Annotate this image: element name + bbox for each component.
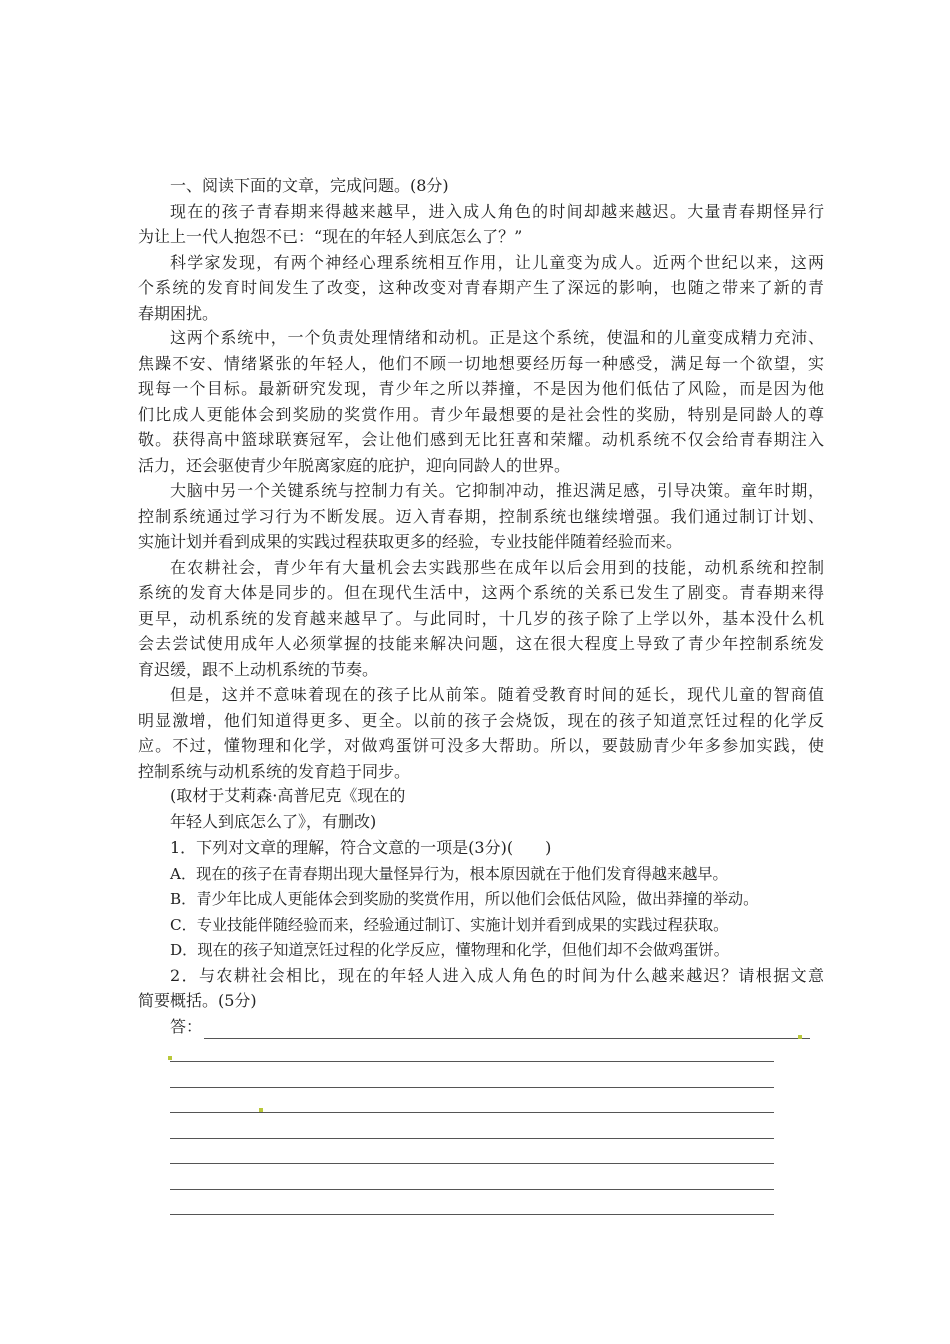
scan-speck bbox=[798, 1035, 802, 1039]
question-1-option-d: D．现在的孩子知道烹饪过程的化学反应，懂物理和化学，但他们却不会做鸡蛋饼。 bbox=[170, 941, 729, 959]
passage-line: 焦躁不安、情绪紧张的年轻人，他们不顾一切地想要经历每一种感受，满足每一个欲望，实 bbox=[138, 354, 824, 373]
answer-line[interactable] bbox=[170, 1189, 774, 1190]
section-heading: 一、阅读下面的文章，完成问题。(8分) bbox=[170, 176, 449, 195]
passage-line: 敬。获得高中篮球联赛冠军，会让他们感到无比狂喜和荣耀。动机系统不仅会给青春期注入 bbox=[138, 430, 824, 449]
answer-label: 答： bbox=[170, 1017, 203, 1036]
passage-line: 现在的孩子青春期来得越来越早，进入成人角色的时间却越来越迟。大量青春期怪异行 bbox=[170, 202, 824, 221]
answer-line[interactable] bbox=[204, 1038, 810, 1039]
passage-line: 这两个系统中，一个负责处理情绪和动机。正是这个系统，使温和的儿童变成精力充沛、 bbox=[170, 328, 824, 347]
passage-line: 育迟缓，跟不上动机系统的节奏。 bbox=[138, 660, 379, 679]
passage-line: 科学家发现，有两个神经心理系统相互作用，让儿童变为成人。近两个世纪以来，这两 bbox=[170, 253, 824, 272]
passage-line: 明显激增，他们知道得更多、更全。以前的孩子会烧饭，现在的孩子知道烹饪过程的化学反 bbox=[138, 711, 824, 730]
scan-speck bbox=[168, 1056, 172, 1060]
passage-line: 为让上一代人抱怨不已：“现在的年轻人到底怎么了？” bbox=[138, 227, 523, 246]
passage-line: 应。不过，懂物理和化学，对做鸡蛋饼可没多大帮助。所以，要鼓励青少年多参加实践，使 bbox=[138, 736, 824, 755]
question-2-stem: 简要概括。(5分) bbox=[138, 991, 257, 1010]
answer-line[interactable] bbox=[170, 1087, 774, 1088]
passage-line: 在农耕社会，青少年有大量机会去实践那些在成年以后会用到的技能，动机系统和控制 bbox=[170, 558, 824, 577]
passage-line: 系统的发育大体是同步的。但在现代生活中，这两个系统的关系已发生了剧变。青春期来得 bbox=[138, 583, 824, 602]
question-2-stem: 2．与农耕社会相比，现在的年轻人进入成人角色的时间为什么越来越迟？请根据文意 bbox=[170, 966, 824, 985]
passage-line: 实施计划并看到成果的实践过程获取更多的经验，专业技能伴随着经验而来。 bbox=[138, 532, 683, 551]
passage-line: 更早，动机系统的发育越来越早了。与此同时，十几岁的孩子除了上学以外，基本没什么机 bbox=[138, 609, 824, 628]
answer-line[interactable] bbox=[170, 1061, 774, 1062]
passage-line: 活力，还会驱使青少年脱离家庭的庇护，迎向同龄人的世界。 bbox=[138, 456, 571, 475]
answer-line[interactable] bbox=[170, 1112, 774, 1113]
answer-line[interactable] bbox=[170, 1214, 774, 1215]
scan-speck bbox=[259, 1108, 263, 1112]
source-citation: (取材于艾莉森·高普尼克《现在的 bbox=[170, 786, 406, 805]
passage-line: 们比成人更能体会到奖励的奖赏作用。青少年最想要的是社会性的奖励，特别是同龄人的尊 bbox=[138, 405, 824, 424]
answer-line[interactable] bbox=[170, 1163, 774, 1164]
answer-line[interactable] bbox=[170, 1138, 774, 1139]
passage-line: 春期困扰。 bbox=[138, 304, 219, 323]
passage-line: 但是，这并不意味着现在的孩子比从前笨。随着受教育时间的延长，现代儿童的智商值 bbox=[170, 685, 824, 704]
source-citation: 年轻人到底怎么了》，有删改) bbox=[170, 812, 377, 831]
question-1-option-b: B．青少年比成人更能体会到奖励的奖赏作用，所以他们会低估风险，做出莽撞的举动。 bbox=[170, 890, 759, 908]
question-1-option-a: A．现在的孩子在青春期出现大量怪异行为，根本原因就在于他们发育得越来越早。 bbox=[170, 865, 728, 883]
question-1-option-c: C．专业技能伴随经验而来，经验通过制订、实施计划并看到成果的实践过程获取。 bbox=[170, 916, 729, 934]
passage-line: 现每一个目标。最新研究发现，青少年之所以莽撞，不是因为他们低估了风险，而是因为他 bbox=[138, 379, 824, 398]
question-1-stem: 1．下列对文章的理解，符合文意的一项是(3分)( ) bbox=[170, 838, 552, 857]
passage-line: 大脑中另一个关键系统与控制力有关。它抑制冲动，推迟满足感，引导决策。童年时期， bbox=[170, 481, 824, 500]
passage-line: 控制系统与动机系统的发育趋于同步。 bbox=[138, 762, 411, 781]
passage-line: 个系统的发育时间发生了改变，这种改变对青春期产生了深远的影响，也随之带来了新的青 bbox=[138, 278, 824, 297]
passage-line: 控制系统通过学习行为不断发展。迈入青春期，控制系统也继续增强。我们通过制订计划、 bbox=[138, 507, 824, 526]
passage-line: 会去尝试使用成年人必须掌握的技能来解决问题，这在很大程度上导致了青少年控制系统发 bbox=[138, 634, 824, 653]
